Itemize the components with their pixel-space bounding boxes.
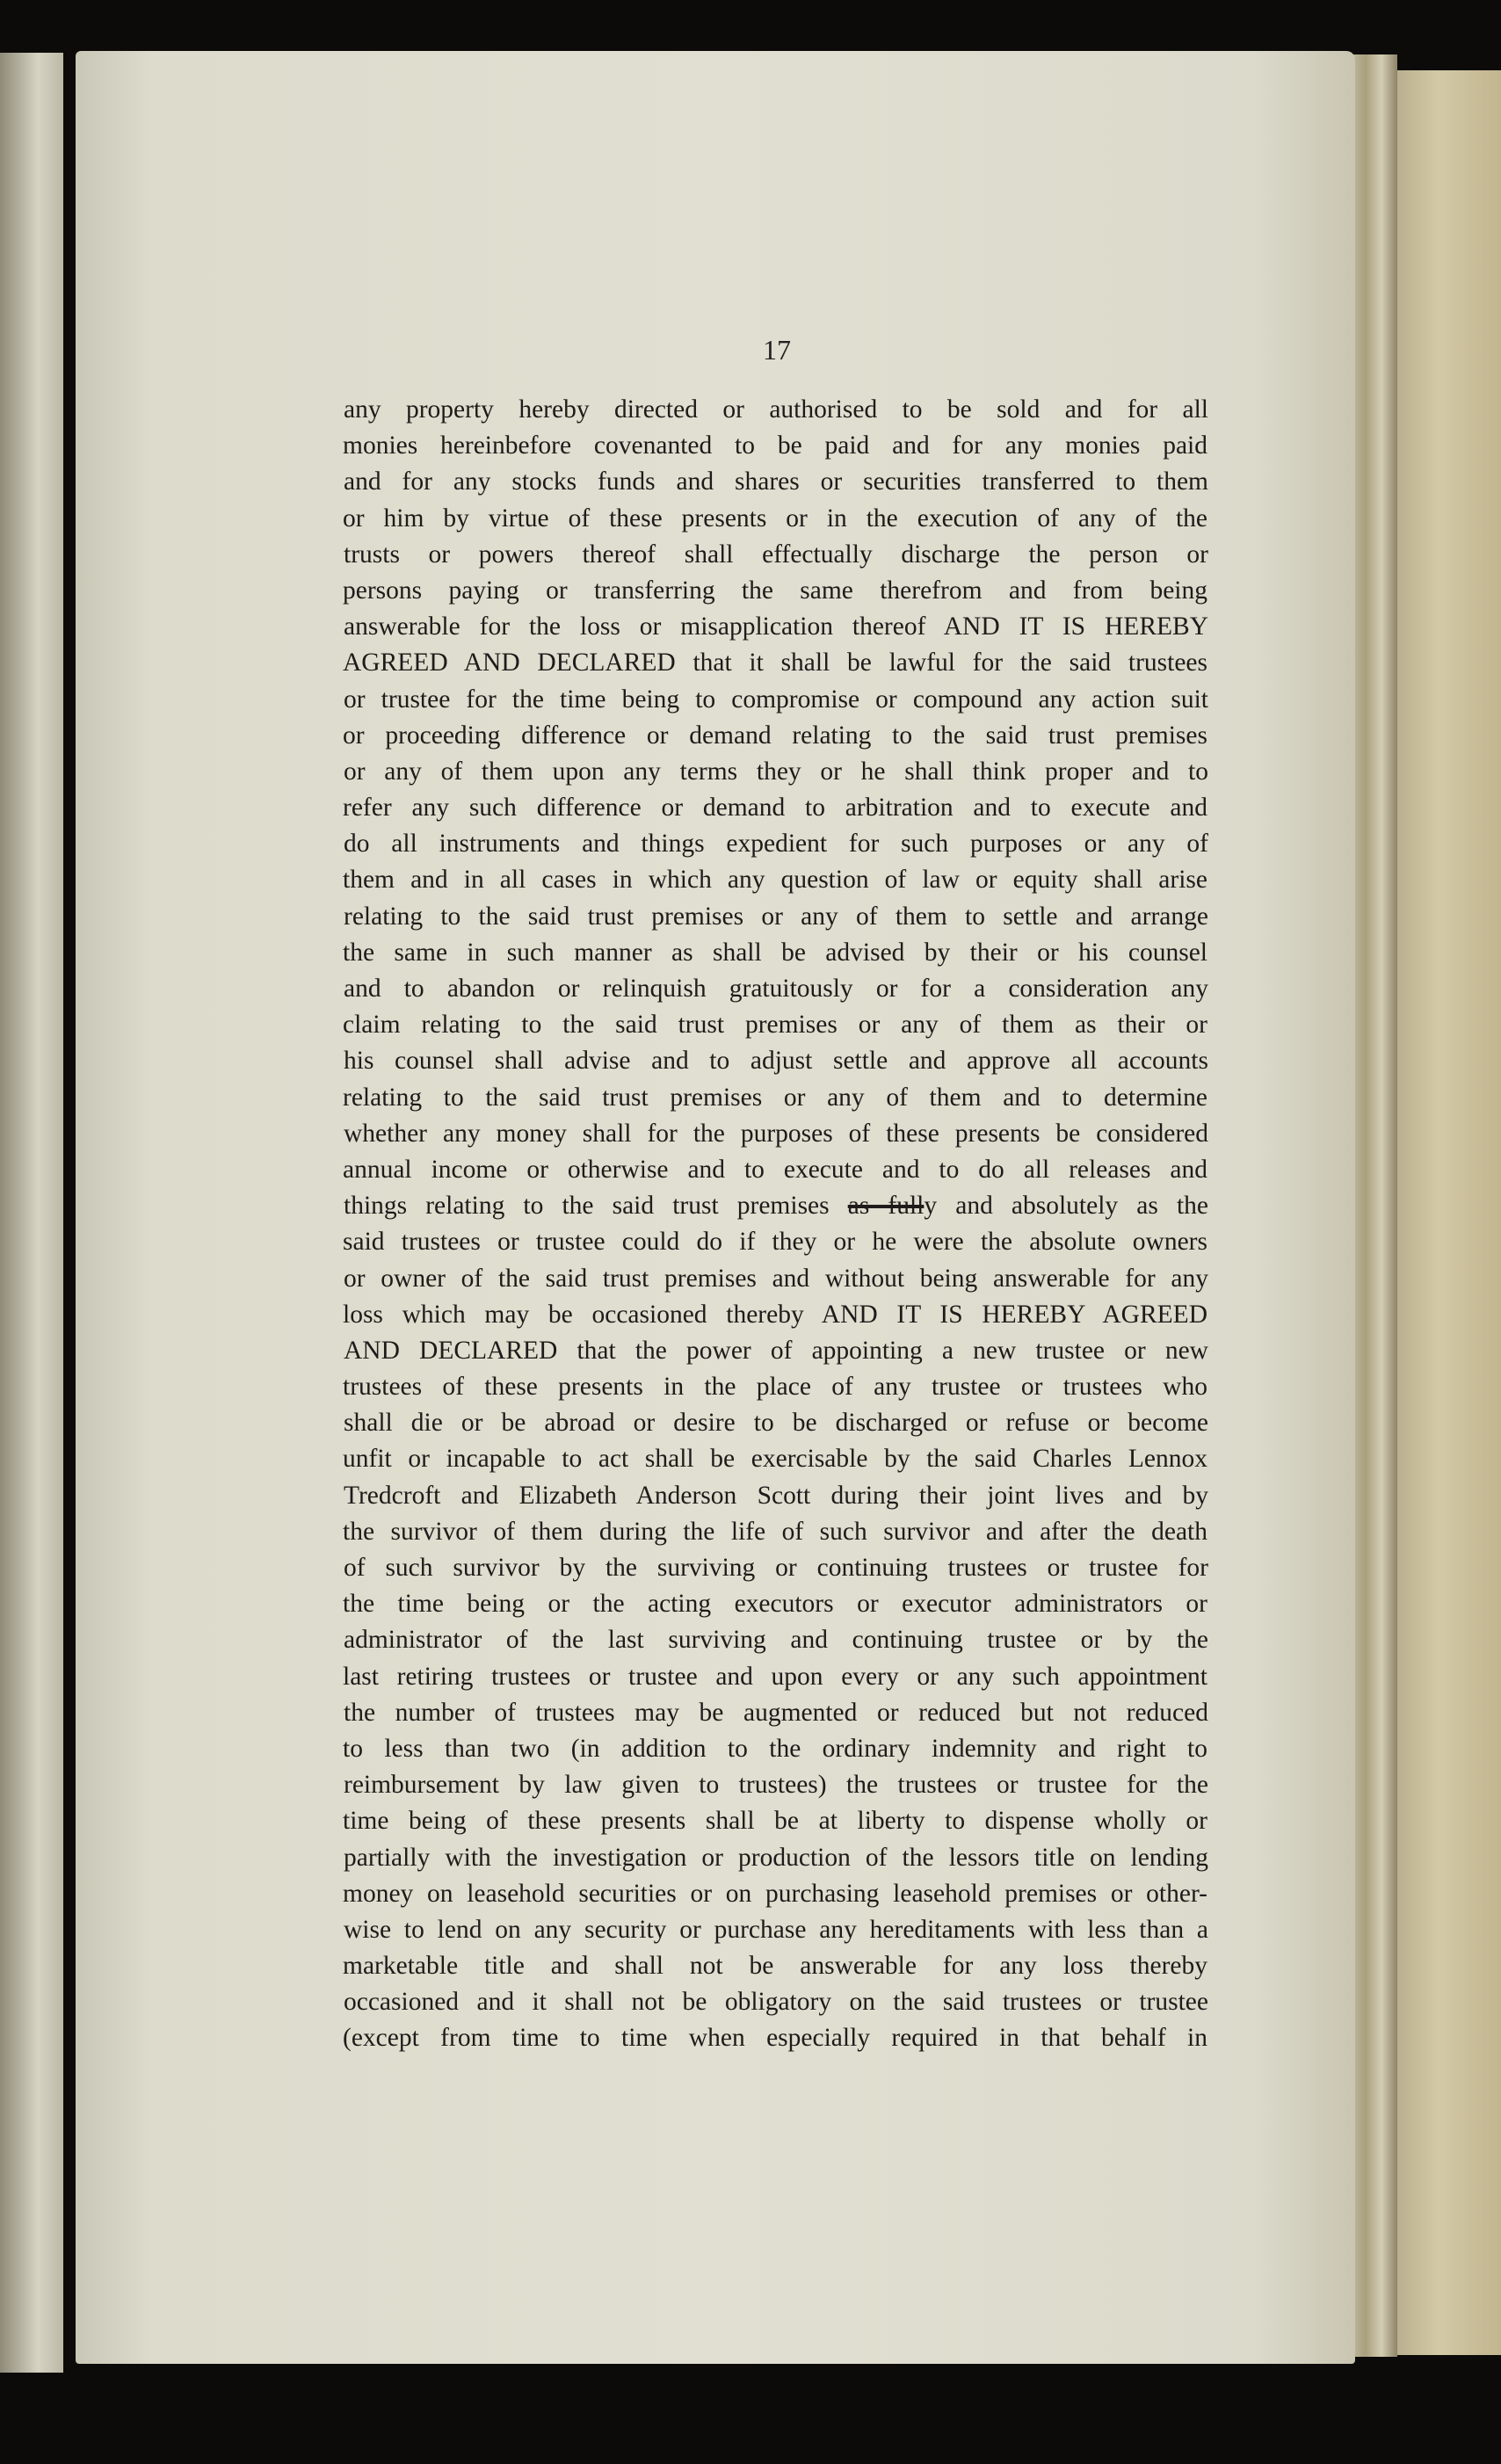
book-cover-edge [1397,70,1501,2355]
text-line: reimbursement by law given to trustees) the trustees or trustee for the [344,1771,1208,1800]
text-line: Tredcroft and Elizabeth Anderson Scott during their joint lives and by [344,1481,1208,1510]
text-line: claim relating to the said trust premises or any of them as their or [343,1011,1207,1040]
text-line: and for any stocks funds and shares or securities transferred to them [344,467,1208,496]
text-line: monies hereinbefore covenanted to be paid and for any monies paid [343,431,1207,460]
text-line: unfit or incapable to act shall be exercisable by the said Charles Lennox [343,1445,1207,1474]
text-segment: y and absolutely as the [924,1192,1208,1221]
text-line: his counsel shall advise and to adjust settle and approve all accounts [344,1047,1208,1076]
text-line: the time being or the acting executors or executor administrators or [343,1590,1207,1619]
text-line: trusts or powers thereof shall effectually discharge the person or [344,540,1208,569]
text-line: relating to the said trust premises or any of them to settle and arrange [344,902,1208,931]
text-line: the number of trustees may be augmented or reduced but not reduced [344,1698,1208,1727]
text-line: refer any such difference or demand to arbitration and to execute and [343,794,1207,823]
text-line: or any of them upon any terms they or he shall think proper and to [344,757,1208,786]
text-line: to less than two (in addition to the ordinary indemnity and right to [343,1734,1207,1763]
text-line: last retiring trustees or trustee and upon every or any such appointment [343,1662,1207,1691]
text-line: administrator of the last surviving and continuing trustee or by the [344,1626,1208,1655]
text-line: time being of these presents shall be at liberty to dispense wholly or [343,1807,1207,1836]
text-line: or him by virtue of these presents or in the execution of any of the [343,504,1207,533]
text-line: partially with the investigation or production of the lessors title on lending [344,1843,1208,1872]
text-line: money on leasehold securities or on purchasing leasehold premises or other- [343,1879,1207,1908]
struck-text: as full [847,1192,925,1221]
text-line: AGREED AND DECLARED that it shall be lawful for the said trustees [343,649,1207,678]
text-line: of such survivor by the surviving or continuing trustees or trustee for [344,1554,1208,1582]
facing-page-edge [0,53,63,2373]
text-line: trustees of these presents in the place of any trustee or trustees who [343,1373,1207,1402]
text-line: persons paying or transferring the same therefrom and from being [343,576,1207,605]
text-line: or proceeding difference or demand relating to the said trust premises [343,721,1207,750]
text-segment: things relating to the said trust premises [344,1192,848,1221]
page-number: 17 [763,334,791,366]
text-line: do all instruments and things expedient for such purposes or any of [344,830,1208,859]
text-line: said trustees or trustee could do if they or he were the absolute owners [343,1228,1207,1257]
text-line: the survivor of them during the life of such survivor and after the death [343,1517,1207,1546]
text-line: marketable title and shall not be answerable for any loss thereby [343,1952,1207,1981]
text-line: or owner of the said trust premises and without being answerable for any [344,1264,1208,1293]
text-line: (except from time to time when especially required in that behalf in [343,2024,1207,2053]
text-line: and to abandon or relinquish gratuitously or for a consideration any [344,975,1208,1003]
body-text [343,392,1207,2057]
text-line: AND DECLARED that the power of appointing a new trustee or new [344,1336,1208,1365]
text-line: occasioned and it shall not be obligatory on the said trustees or trustee [344,1988,1208,2017]
text-line: or trustee for the time being to compromise or compound any action suit [344,685,1208,714]
text-line: them and in all cases in which any question of law or equity shall arise [343,866,1207,895]
text-line: loss which may be occasioned thereby AND IT IS HEREBY AGREED [343,1300,1207,1329]
text-line: whether any money shall for the purposes of these presents be considered [344,1119,1208,1148]
text-line [344,1188,1208,1224]
text-line: relating to the said trust premises or any of them and to determine [343,1083,1207,1112]
text-line: any property hereby directed or authorised to be sold and for all [344,395,1208,424]
text-line: wise to lend on any security or purchase any hereditaments with less than a [344,1915,1208,1944]
text-line: shall die or be abroad or desire to be discharged or refuse or become [344,1409,1208,1438]
text-line: annual income or otherwise and to execute and to do all releases and [343,1155,1207,1184]
text-line: the same in such manner as shall be advised by their or his counsel [343,938,1207,967]
text-line: answerable for the loss or misapplication thereof AND IT IS HEREBY [344,612,1208,641]
